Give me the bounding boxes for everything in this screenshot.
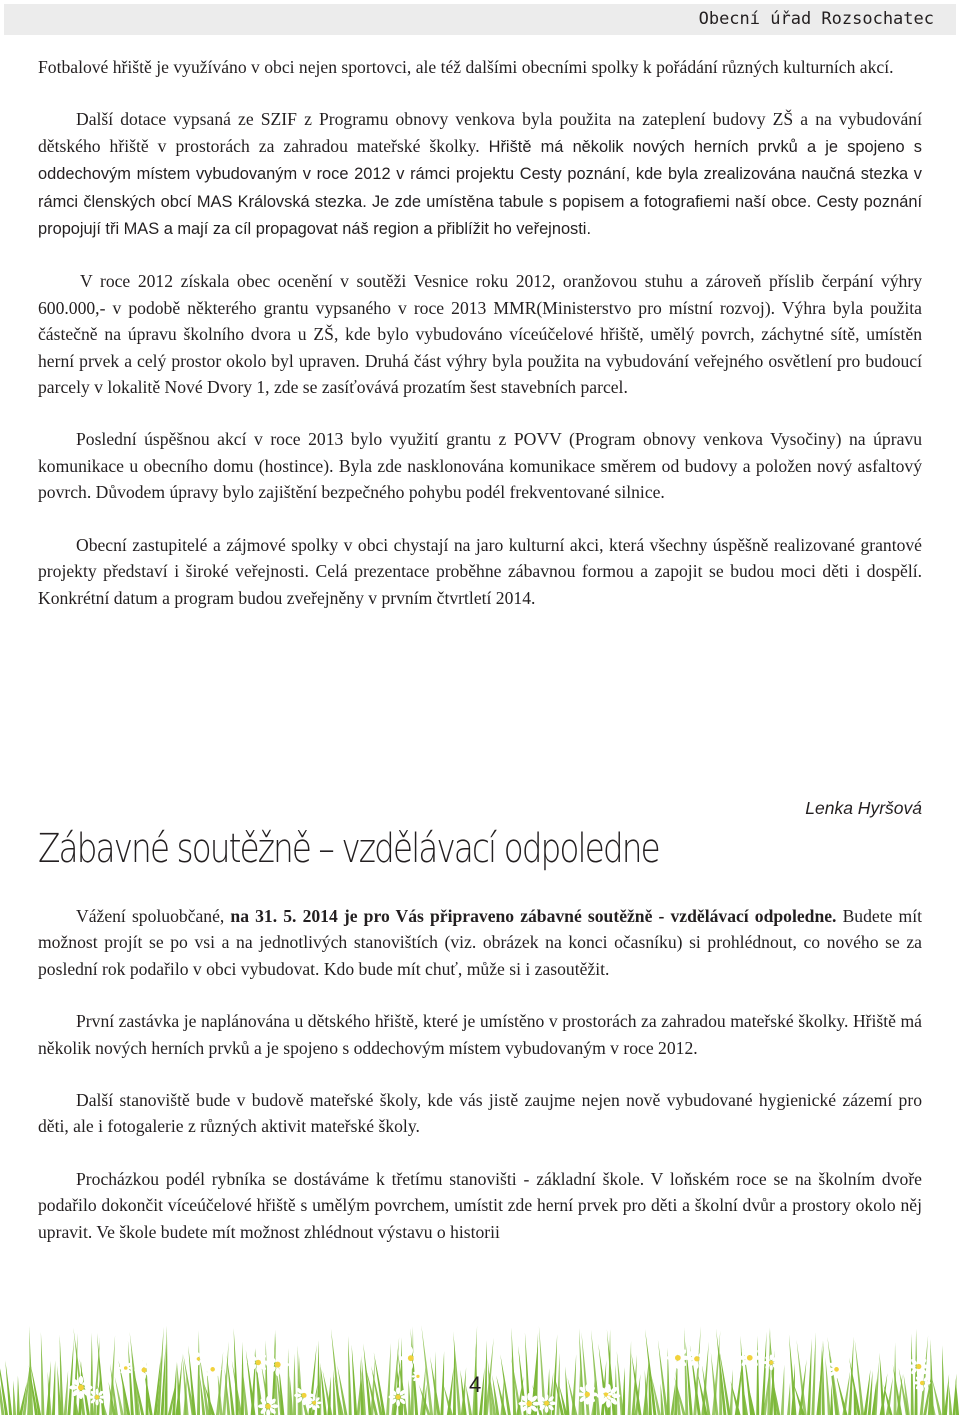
- paragraph-village-award: V roce 2012 získala obec ocenění v soutěži Vesnice roku 2012, oranžovou stuhu a zároveň příslib čerpání výhry 600.000,- v podobě některého grantu vypsaného v roce 2013 MMR(Ministerstvo pro místní rozvoj). Výhra byla použita částečně na úpravu školního dvora u ZŠ, kde bylo vybudováno víceúčelové hřiště, umělý povrch, záchytné sítě, umístěn herní prvek a celý prostor okolo byl upraven. Druhá část výhry byla použita na vybudování veřejného osvětlení pro budoucí parcely v lokalitě Nové Dvory 1, zde se zasíťovává prozatím šest stavebních parcel.: [38, 271, 922, 398]
- paragraph-first-stop: První zastávka je naplánována u dětského hřiště, které je umístěno v prostorách za zahradou mateřské školky. Hřiště má několik nových herních prvků a je spojeno s oddechovým místem vybudovaným v roce 2012.: [38, 1011, 922, 1058]
- grass-footer-decoration: [0, 1322, 960, 1415]
- szif-grant-text: Další dotace vypsaná ze SZIF z Programu obnovy venkova byla použita na zateplení budovy ZŠ a na vybudování dětského hřiště v prostorách za zahradou mateřské školky.: [38, 109, 922, 156]
- invitation-rest: Budete mít možnost projít se po vsi a na jednotlivých stanovištích (viz. obrázek na konci očasníku) si prohlédnout, co nového se za poslední rok podařilo v obci vybudovat. Kdo bude mít chuť, může si i zasoutěžit.: [38, 906, 922, 979]
- playground-description: Hřiště má několik nových herních prvků a je spojeno s oddechovým místem vybudovaným v roce 2012 v rámci projektu Cesty poznání, kde byla zrealizována naučná stezka v rámci členských obcí MAS Královská stezka.: [38, 137, 922, 211]
- paths-description: Cesty poznání propojují tři MAS a mají za cíl propagovat náš region a přiblížit ho veřejnosti.: [38, 192, 922, 239]
- page-number: 4: [469, 1372, 482, 1397]
- paragraph-spring-event: Obecní zastupitelé a zájmové spolky v obci chystají na jaro kulturní akci, která všechny úspěšně realizované grantové projekty představí i široké veřejnosti. Celá prezentace proběhne zábavnou formou a zapojit se budou moci děti i dospělí. Konkrétní datum a program budou zveřejněny v prvním čtvrtletí 2014.: [38, 534, 922, 608]
- paragraph-szif-grant: [38, 106, 922, 242]
- board-description: Je zde umístěna tabule s popisem a fotografiemi naší obce.: [371, 192, 812, 211]
- article-municipal-projects: [38, 54, 922, 611]
- header-title: Obecní úřad Rozsochatec: [698, 9, 934, 29]
- running-header: [4, 4, 956, 35]
- invitation-date: na 31. 5. 2014 je pro Vás připraveno zábavné soutěžně - vzdělávací odpoledne.: [230, 906, 837, 926]
- grass-flowers-icon: [0, 1322, 960, 1415]
- invitation-lead: Vážení spoluobčané,: [76, 906, 231, 926]
- paragraph-second-stop: Další stanoviště bude v budově mateřské školy, kde vás jistě zaujme nejen nově vybudované hygienické zázemí pro děti, ale i fotogalerie z různých aktivit mateřské školy.: [38, 1090, 922, 1137]
- paragraph-third-stop: Procházkou podél rybníka se dostáváme k třetímu stanovišti - základní škole. V loňském roce se na školním dvoře podařilo dokončit víceúčelové hřiště s umělým povrchem, umístit zde herní prvek pro děti a školní dvůr a prostory okolo něj upravit. Ve škole budete mít možnost zhlédnout výstavu o historii: [38, 1168, 922, 1242]
- section-title: Zábavné soutěžně – vzdělávací odpoledne: [38, 826, 659, 872]
- paragraph-invitation: [38, 903, 922, 982]
- paragraph-football-field: Fotbalové hřiště je využíváno v obci nejen sportovci, ale též dalšími obecními spolky k pořádání různých kulturních akcí.: [38, 57, 894, 77]
- article-author: Lenka Hyršová: [805, 798, 922, 818]
- article-afternoon-event: [38, 903, 922, 1245]
- paragraph-povv-grant: Poslední úspěšnou akcí v roce 2013 bylo využití grantu z POVV (Program obnovy venkova Vysočiny) na úpravu komunikace u obecního domu (hostince). Byla zde nasklonována komunikace směrem od budovy a položen nový asfaltový povrch. Důvodem úpravy bylo zajištění bezpečného pohybu podél frekventované silnice.: [38, 429, 922, 503]
